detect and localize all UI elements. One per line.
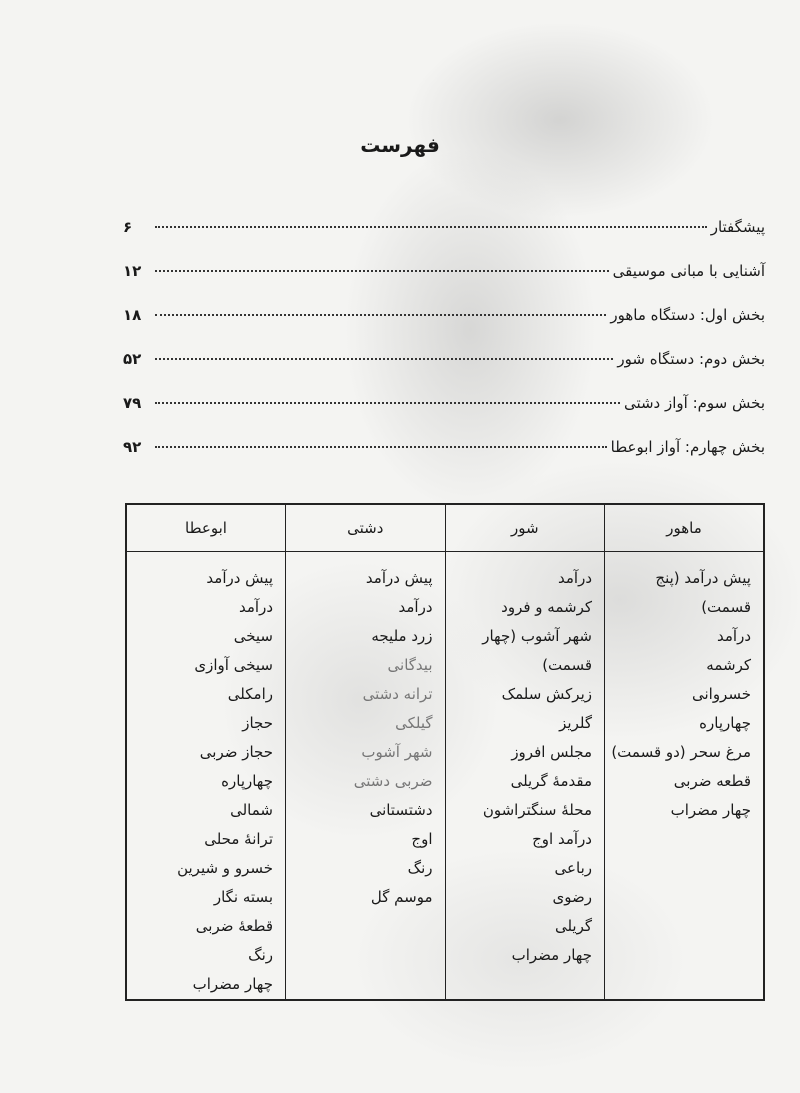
table-body-row bbox=[126, 552, 764, 1001]
column-dashti bbox=[286, 552, 446, 1001]
list-item: پیش درآمد bbox=[365, 569, 433, 587]
list-item: بسته نگار bbox=[213, 888, 273, 906]
toc-entry[interactable] bbox=[123, 438, 765, 482]
toc-dot-leader bbox=[155, 402, 620, 404]
toc-entry-page: ۱۸ bbox=[123, 306, 142, 324]
list-item: درآمد bbox=[558, 569, 592, 587]
list-item: قطعهٔ ضربی bbox=[195, 917, 273, 935]
list-item: درآمد bbox=[717, 627, 751, 645]
list-item: چهار مضراب bbox=[670, 801, 751, 819]
toc-entry-page: ۱۲ bbox=[123, 262, 142, 280]
list-item: رنگ bbox=[407, 859, 433, 877]
list-item: رنگ bbox=[248, 946, 273, 964]
list-item: قسمت) bbox=[701, 598, 751, 616]
toc-dot-leader bbox=[155, 270, 609, 272]
list-item: ترانه دشتی bbox=[362, 685, 433, 703]
column-header-shour: شور bbox=[445, 504, 605, 552]
list-item: زرد ملیجه bbox=[371, 627, 433, 645]
toc-entry[interactable] bbox=[123, 350, 765, 394]
toc-entry[interactable] bbox=[123, 262, 765, 306]
list-item: چهار مضراب bbox=[192, 975, 273, 993]
table-header-row bbox=[126, 504, 764, 552]
list-item: گریلی bbox=[554, 917, 592, 935]
table-of-contents bbox=[123, 218, 765, 482]
toc-entry[interactable] bbox=[123, 394, 765, 438]
list-item: درآمد bbox=[398, 598, 433, 616]
list-item: زیرکش سلمک bbox=[501, 685, 592, 703]
list-item: چهارپاره bbox=[699, 714, 751, 732]
list-item: شمالی bbox=[230, 801, 273, 819]
toc-entry-label: بخش اول: دستگاه ماهور bbox=[610, 306, 765, 324]
list-item: گیلکی bbox=[395, 714, 433, 732]
list-item: کرشمه bbox=[706, 656, 751, 674]
column-shour bbox=[445, 552, 605, 1001]
toc-entry-page: ۹۲ bbox=[123, 438, 142, 456]
toc-entry-label: آشنایی با مبانی موسیقی bbox=[612, 262, 765, 280]
list-item: قسمت) bbox=[542, 656, 592, 674]
toc-dot-leader bbox=[155, 314, 606, 316]
list-item: موسم گل bbox=[370, 888, 433, 906]
list-item: درآمد اوج bbox=[532, 830, 592, 848]
list-item: مقدمهٔ گریلی bbox=[510, 772, 592, 790]
list-item: گلریز bbox=[559, 714, 592, 732]
column-mahour bbox=[605, 552, 765, 1001]
list-item: قطعه ضربی bbox=[673, 772, 751, 790]
toc-dot-leader bbox=[155, 446, 607, 448]
column-header-abouata: ابوعطا bbox=[126, 504, 286, 552]
column-header-dashti: دشتی bbox=[286, 504, 446, 552]
list-item: حجاز bbox=[242, 714, 273, 732]
toc-entry-label: بخش چهارم: آواز ابوعطا bbox=[610, 438, 765, 456]
toc-dot-leader bbox=[155, 226, 707, 228]
list-item: رباعی bbox=[554, 859, 592, 877]
list-item: پیش درآمد bbox=[206, 569, 273, 587]
toc-entry-label: بخش دوم: دستگاه شور bbox=[617, 350, 765, 368]
toc-entry[interactable] bbox=[123, 306, 765, 350]
column-header-mahour: ماهور bbox=[605, 504, 765, 552]
list-item: رضوی bbox=[552, 888, 592, 906]
list-item: خسرو و شیرین bbox=[177, 859, 273, 877]
list-item: محلهٔ سنگتراشون bbox=[482, 801, 592, 819]
list-item: اوج bbox=[411, 830, 433, 848]
page-title: فهرست bbox=[360, 133, 440, 157]
toc-entry-page: ۵۲ bbox=[123, 350, 142, 368]
toc-entry-label: بخش سوم: آواز دشتی bbox=[623, 394, 765, 412]
list-item: ترانهٔ محلی bbox=[204, 830, 273, 848]
list-item: چهار مضراب bbox=[511, 946, 592, 964]
toc-entry-label: پیشگفتار bbox=[710, 218, 765, 236]
list-item: شهر آشوب (چهار bbox=[482, 627, 592, 645]
toc-dot-leader bbox=[155, 358, 613, 360]
list-item: پیش درآمد (پنج bbox=[655, 569, 751, 587]
list-item: ضربی دشتی bbox=[353, 772, 433, 790]
list-item: حجاز ضربی bbox=[199, 743, 273, 761]
list-item: سیخی آوازی bbox=[194, 656, 273, 674]
list-item: چهارپاره bbox=[221, 772, 273, 790]
list-item: کرشمه و فرود bbox=[501, 598, 592, 616]
toc-entry-page: ۷۹ bbox=[123, 394, 142, 412]
list-item: رامکلی bbox=[227, 685, 273, 703]
list-item: سیخی bbox=[233, 627, 273, 645]
list-item: شهر آشوب bbox=[361, 743, 433, 761]
list-item: خسروانی bbox=[691, 685, 751, 703]
list-item: دشتستانی bbox=[369, 801, 433, 819]
toc-entry-page: ۶ bbox=[123, 218, 133, 236]
list-item: درآمد bbox=[239, 598, 273, 616]
toc-entry[interactable] bbox=[123, 218, 765, 262]
column-abouata bbox=[126, 552, 286, 1001]
list-item: بیدگانی bbox=[387, 656, 433, 674]
list-item: مجلس افروز bbox=[511, 743, 592, 761]
dastgah-table bbox=[125, 503, 765, 1001]
list-item: مرغ سحر (دو قسمت) bbox=[611, 743, 751, 761]
